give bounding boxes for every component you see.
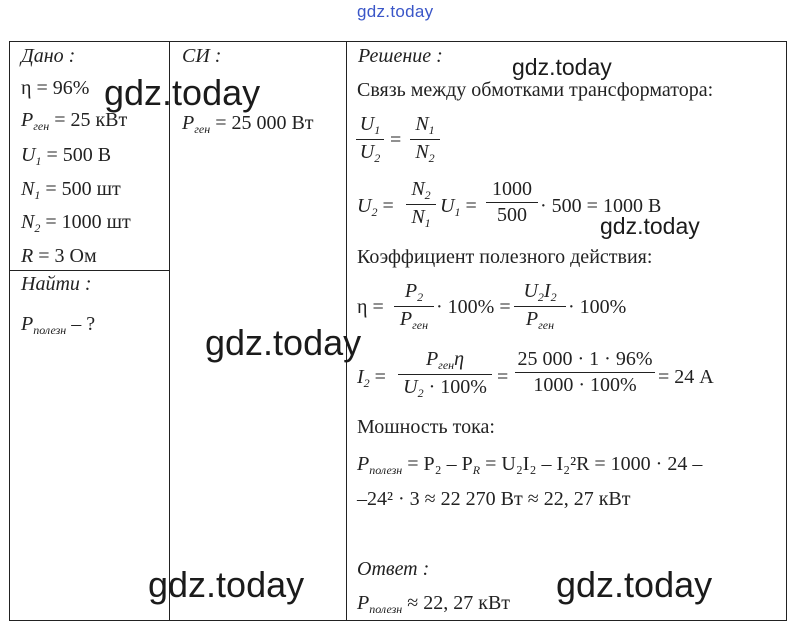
eq2-lhs: $U_2$ = <box>357 195 394 219</box>
given-turns-2: $N_2 = 1000$ шт <box>21 211 131 235</box>
step1-title: Связь между обмотками трансформатора: <box>357 79 714 101</box>
si-item: $P_{ген} = 25$ 000 Вт <box>182 112 314 136</box>
eq4-result: = 24 А <box>658 366 714 388</box>
eq4-fraction-2: 25 000 · 1 · 96% 1000 · 100% <box>515 348 655 397</box>
eq2-result: · 500 = 1000 В <box>540 195 662 217</box>
eq2-u1: $U_1$ = <box>440 195 477 219</box>
step2-title: Коэффициент полезного действия: <box>357 246 653 268</box>
given-voltage-1: $U_1 = 500$ В <box>21 144 112 168</box>
column-divider-1 <box>169 42 170 620</box>
given-turns-1: $N_1 = 500$ шт <box>21 178 121 202</box>
eq3-lhs: η = <box>357 296 384 318</box>
watermark-3: gdz.today <box>600 213 700 239</box>
eq5-line2: –24² · 3 ≈ 22 270 Вт ≈ 22, 27 кВт <box>357 488 631 510</box>
find-item: $P_{полезн}$ – ? <box>21 313 96 337</box>
eq4-lhs: $I_2$ = <box>357 366 386 390</box>
given-resistance: R = 3 Ом <box>21 245 97 267</box>
given-find-divider <box>10 270 170 271</box>
find-header: Найти : <box>21 273 92 295</box>
eq1-fraction-u: $U_1$ $U_2$ <box>356 113 384 166</box>
top-watermark-logo: gdz.today <box>357 2 434 21</box>
eq3-fraction-2: $U_2I_2$ $P_{ген}$ <box>514 280 566 333</box>
solution-header: Решение : <box>358 45 443 67</box>
eq3-percent-1: · 100% = <box>436 296 511 318</box>
given-efficiency: η = 96% <box>21 77 90 99</box>
eq3-fraction-1: $P_2$ $P_{ген}$ <box>394 280 434 333</box>
eq4-equals: = <box>497 366 509 388</box>
given-header: Дано : <box>21 45 76 67</box>
watermark-4: gdz.today <box>205 322 362 363</box>
eq1-equals: = <box>390 129 402 151</box>
eq1-fraction-n: $N_1$ $N_2$ <box>410 113 440 166</box>
eq2-fraction-num: 1000 500 <box>486 178 538 227</box>
eq5-line1: $P_{полезн} = P_2 - P_R = U_2I_2 - I_2^2R = 1000 \cdot 24$ – <box>357 453 703 477</box>
watermark-2: gdz.today <box>512 54 612 80</box>
eq4-fraction-1: $P_{ген}\eta$ $U_2 \cdot 100\%$ <box>398 348 492 401</box>
answer-header: Ответ : <box>357 558 430 580</box>
eq3-percent-2: · 100% <box>568 296 627 318</box>
si-header: СИ : <box>182 45 222 67</box>
answer-value: $P_{полезн} \approx 22$, 27 кВт <box>357 592 511 616</box>
eq2-fraction-n: $N_2$ $N_1$ <box>406 178 436 231</box>
given-power-generator: $P_{ген} = 25$ кВт <box>21 109 128 133</box>
step3-title: Мошность тока: <box>357 416 495 438</box>
watermark-6: gdz.today <box>556 564 713 605</box>
watermark-1: gdz.today <box>104 72 261 113</box>
watermark-5: gdz.today <box>148 564 305 605</box>
